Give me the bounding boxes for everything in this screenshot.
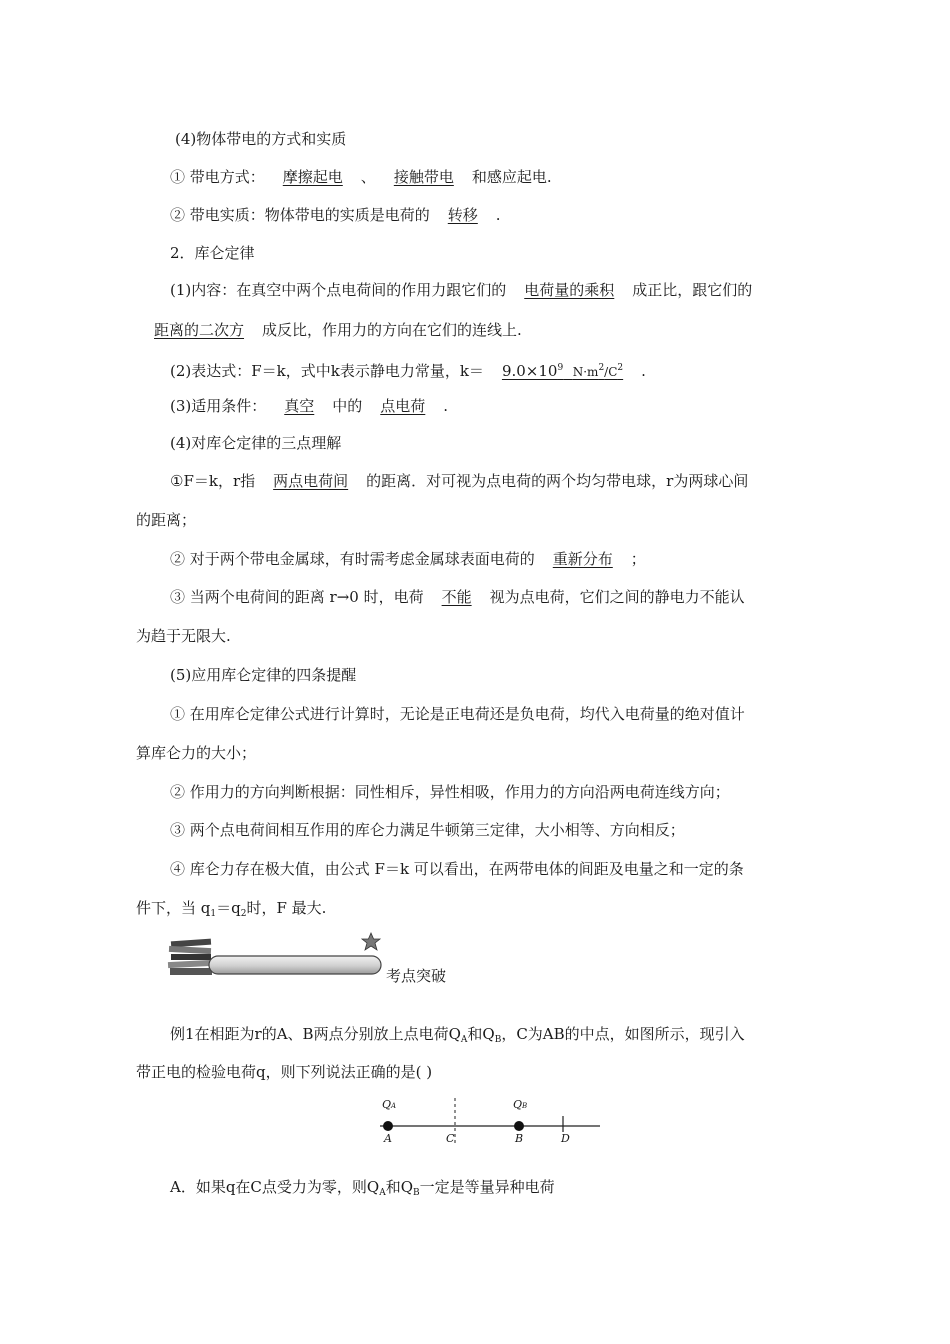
- expr-suffix: .: [641, 362, 646, 380]
- understand-point2: [170, 549, 646, 569]
- reminder-4-cont: 件下，当 $q_1=q_2$时，F 最大.: [136, 899, 327, 919]
- content-mid: 成正比，跟它们的: [632, 281, 753, 299]
- blank-between-charges: 两点电荷间: [273, 472, 349, 490]
- p3-suffix: 视为点电荷，它们之间的静电力不能认: [489, 588, 745, 606]
- blank-vacuum: 真空: [284, 397, 315, 415]
- method-prefix: ① 带电方式：: [170, 168, 265, 186]
- cond-suffix: .: [443, 397, 449, 415]
- reminder-4: ④ 库仑力存在极大值，由公式 F＝k 可以看出，在两带电体的间距及电量之和一定的条: [170, 860, 744, 878]
- books-icon: [168, 939, 212, 975]
- blank-distance-squared: 距离的二次方: [154, 321, 245, 339]
- label-d: D: [561, 1132, 570, 1145]
- understand-point1: [170, 471, 748, 491]
- label-b: B: [515, 1132, 524, 1145]
- charging-essence-line: [170, 205, 501, 225]
- charge-diagram: [372, 1096, 604, 1148]
- reminders-title: (5)应用库仑定律的四条提醒: [170, 666, 357, 684]
- label-a: A: [384, 1132, 392, 1145]
- understand-point3-cont: 为趋于无限大.: [136, 627, 231, 645]
- essence-prefix: ② 带电实质：物体带电的实质是电荷的: [170, 206, 430, 224]
- star-icon: [362, 933, 380, 950]
- essence-suffix: .: [495, 206, 501, 224]
- reminder-1-cont: 算库仑力的大小；: [136, 744, 257, 762]
- blank-point-charge: 点电荷: [380, 397, 426, 415]
- expr-prefix: (2)表达式：F＝k，式中k表示静电力常量，k＝: [170, 362, 484, 380]
- reminder-3: ③ 两个点电荷间相互作用的库仑力满足牛顿第三定律，大小相等、方向相反；: [170, 821, 685, 839]
- understand-point1-cont: 的距离；: [136, 511, 197, 529]
- option-a: A．如果q在C点受力为零，则$Q_A$和$Q_B$一定是等量异种电荷: [170, 1178, 555, 1198]
- content-suffix: 成反比，作用力的方向在它们的连线上.: [262, 321, 522, 339]
- p2-suffix: ；: [630, 550, 646, 568]
- banner-label: 考点突破: [386, 967, 447, 985]
- blank-transfer: 转移: [447, 206, 478, 224]
- p2-prefix: ② 对于两个带电金属球，有时需考虑金属球表面电荷的: [170, 550, 535, 568]
- blank-k-value: $9.0\times 10^9$ $N\cdot m^2/C^2$: [501, 362, 624, 380]
- coulomb-content-line1: [170, 280, 752, 300]
- coulomb-conditions-line: [170, 396, 448, 416]
- understand-title: (4)对库仑定律的三点理解: [170, 434, 342, 452]
- cond-mid: 中的: [332, 397, 363, 415]
- blank-product-of-charges: 电荷量的乘积: [524, 281, 615, 299]
- understand-point3: [170, 587, 745, 607]
- content-prefix: (1)内容：在真空中两个点电荷间的作用力跟它们的: [170, 281, 507, 299]
- blank-redistribution: 重新分布: [552, 550, 613, 568]
- coulomb-content-line2: [136, 320, 522, 340]
- label-qa: QA: [382, 1098, 397, 1111]
- coulomb-expression-line: [170, 358, 646, 382]
- reminder-2: ② 作用力的方向判断根据：同性相斥，异性相吸，作用力的方向沿两电荷连线方向；: [170, 783, 730, 801]
- coulomb-heading: 2．库仑定律: [170, 244, 255, 262]
- method-suffix: 和感应起电.: [471, 168, 552, 186]
- example-line2: 带正电的检验电荷q，则下列说法正确的是( ): [136, 1063, 433, 1081]
- charge-a-dot: [383, 1121, 393, 1131]
- blank-cannot: 不能: [441, 588, 472, 606]
- blank-friction-charging: 摩擦起电: [282, 168, 343, 186]
- cond-prefix: (3)适用条件：: [170, 397, 267, 415]
- p3-prefix: ③ 当两个电荷间的距离 r→0 时，电荷: [170, 588, 424, 606]
- reminder-1: ① 在用库仑定律公式进行计算时，无论是正电荷还是负电荷，均代入电荷量的绝对值计: [170, 705, 745, 723]
- charging-methods-line: [170, 167, 552, 187]
- p1-suffix: 的距离．对可视为点电荷的两个均匀带电球，r为两球心间: [366, 472, 749, 490]
- label-c: C: [446, 1132, 455, 1145]
- p1-prefix: ①F＝k，r指: [170, 472, 256, 490]
- section4-title: (4)物体带电的方式和实质: [175, 130, 347, 148]
- example-line1: 例1在相距为r的A、B两点分别放上点电荷$Q_A$和$Q_B$，C为AB的中点，如图所示，现引入: [170, 1025, 745, 1045]
- label-qb: QB: [513, 1098, 528, 1111]
- banner-bar: [209, 956, 381, 974]
- charge-b-dot: [514, 1121, 524, 1131]
- method-sep: 、: [360, 168, 376, 186]
- blank-contact-charging: 接触带电: [393, 168, 454, 186]
